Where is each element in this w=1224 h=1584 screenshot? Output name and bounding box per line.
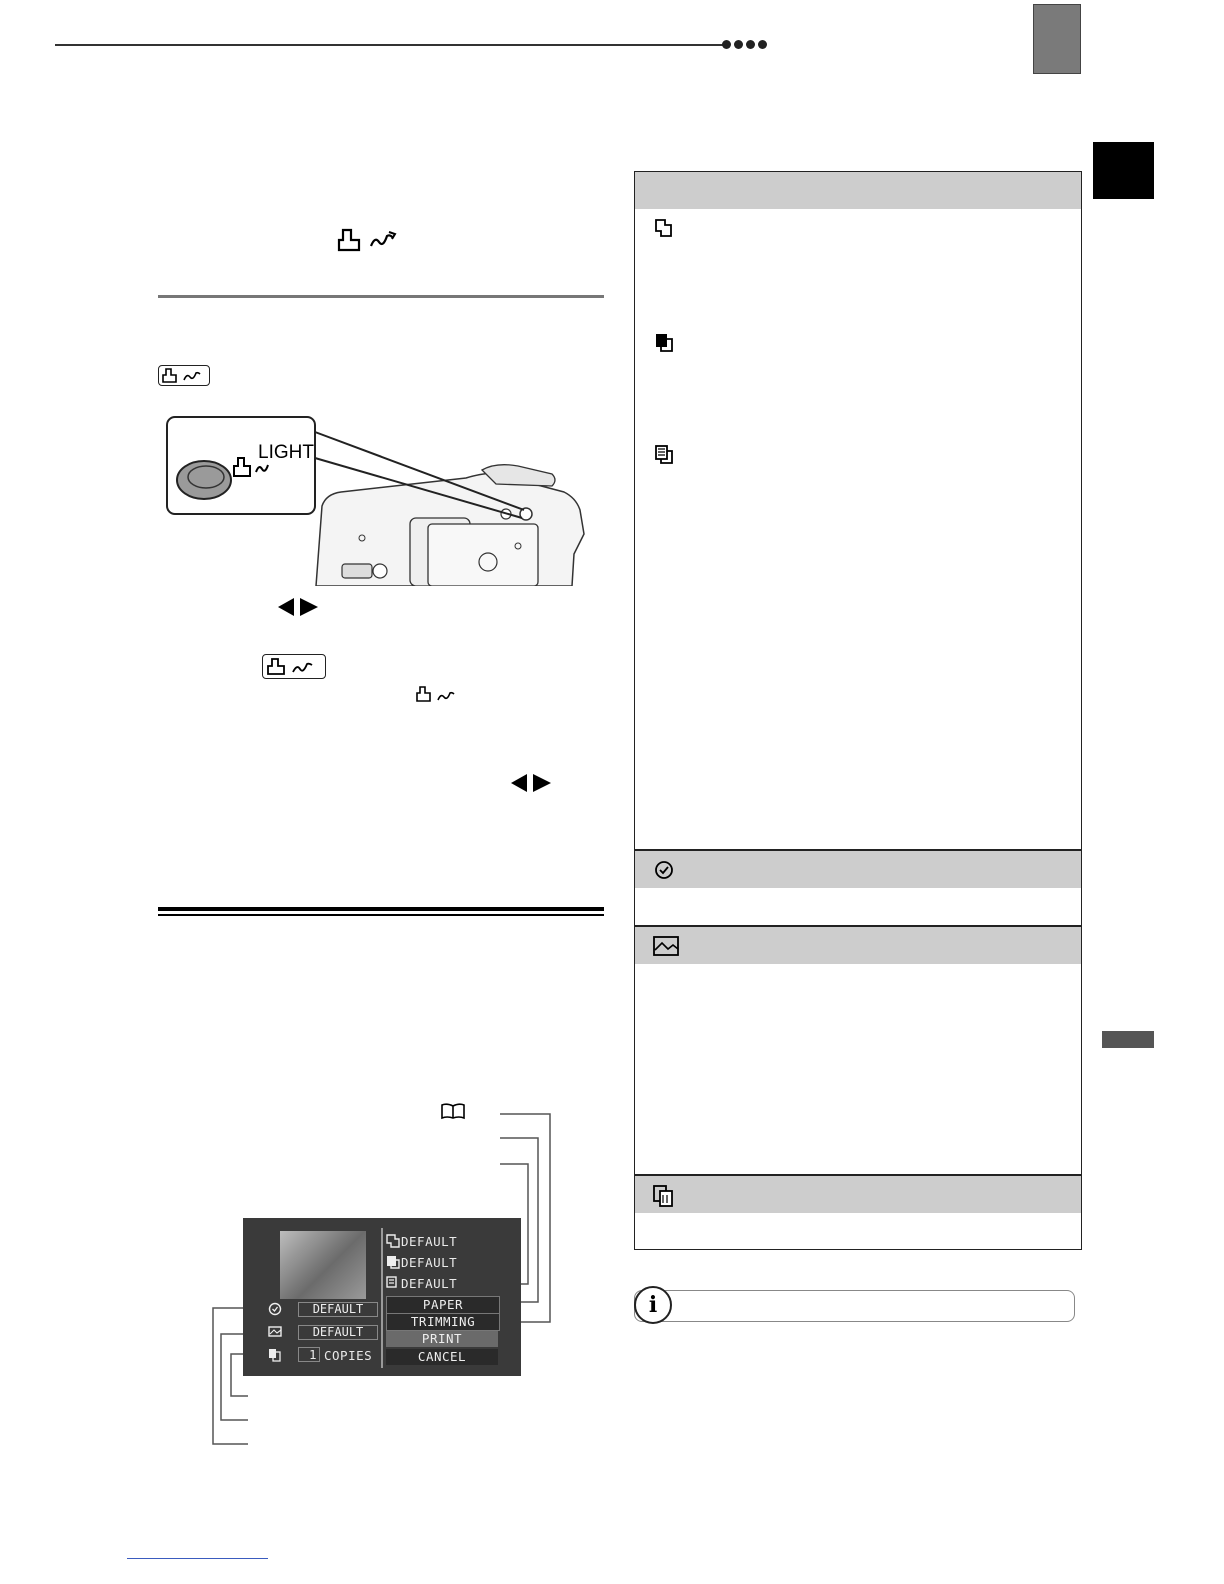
- page-layout-icon: [386, 1276, 400, 1290]
- image-effect-icon: [652, 935, 680, 957]
- print-menu-item[interactable]: PRINT: [386, 1331, 498, 1347]
- print-share-button-icon: [158, 365, 210, 386]
- print-share-icon: [162, 368, 206, 384]
- print-settings-table: [634, 171, 1082, 1250]
- print-share-icon: [267, 658, 321, 676]
- clock-icon: [654, 860, 674, 880]
- image-effect-icon: [268, 1325, 282, 1339]
- print-share-icon: [337, 228, 399, 254]
- print-effect-field[interactable]: DEFAULT: [298, 1325, 378, 1340]
- page-layout-value: DEFAULT: [401, 1276, 458, 1291]
- paper-menu-item[interactable]: PAPER: [386, 1296, 500, 1314]
- section-rule: [158, 295, 604, 298]
- section-rule-light: [158, 914, 604, 916]
- date-print-field[interactable]: DEFAULT: [298, 1302, 378, 1317]
- cancel-menu-item[interactable]: CANCEL: [386, 1349, 498, 1365]
- language-tab: [1093, 142, 1154, 199]
- note-box: [634, 1290, 1075, 1322]
- screen-divider: [381, 1228, 383, 1368]
- page-layout-icon: [654, 445, 674, 465]
- paper-size-icon: [386, 1234, 400, 1248]
- copies-label: COPIES: [324, 1348, 373, 1363]
- print-preview-thumbnail: [280, 1231, 366, 1299]
- copies-icon: [268, 1348, 282, 1362]
- left-right-arrows-icon: [509, 773, 553, 793]
- paper-type-icon: [654, 333, 674, 353]
- copies-count-field[interactable]: 1: [298, 1347, 320, 1362]
- paper-size-icon: [654, 218, 674, 238]
- section-tab: [1102, 1031, 1154, 1048]
- left-right-arrows-icon: [276, 597, 320, 617]
- paper-type-value: DEFAULT: [401, 1255, 458, 1270]
- footer-link-underline: [127, 1558, 268, 1559]
- print-share-button-icon: [262, 654, 326, 679]
- paper-size-value: DEFAULT: [401, 1234, 458, 1249]
- light-button-label: LIGHT: [258, 442, 314, 463]
- header-dots: [722, 39, 770, 51]
- section-rule-heavy: [158, 907, 604, 911]
- date-header: [635, 851, 1081, 888]
- paper-type-icon: [386, 1255, 400, 1269]
- print-effect-header: [635, 927, 1081, 964]
- trimming-menu-item[interactable]: TRIMMING: [386, 1313, 500, 1331]
- chapter-tab: [1033, 4, 1081, 74]
- info-icon: i: [634, 1286, 672, 1324]
- paper-settings-header: [635, 172, 1081, 209]
- clock-icon: [268, 1302, 282, 1316]
- camcorder-illustration: [166, 414, 592, 586]
- header-rule: [55, 44, 727, 46]
- print-share-icon: [416, 686, 462, 704]
- copies-icon: [652, 1184, 676, 1208]
- copies-header: [635, 1176, 1081, 1213]
